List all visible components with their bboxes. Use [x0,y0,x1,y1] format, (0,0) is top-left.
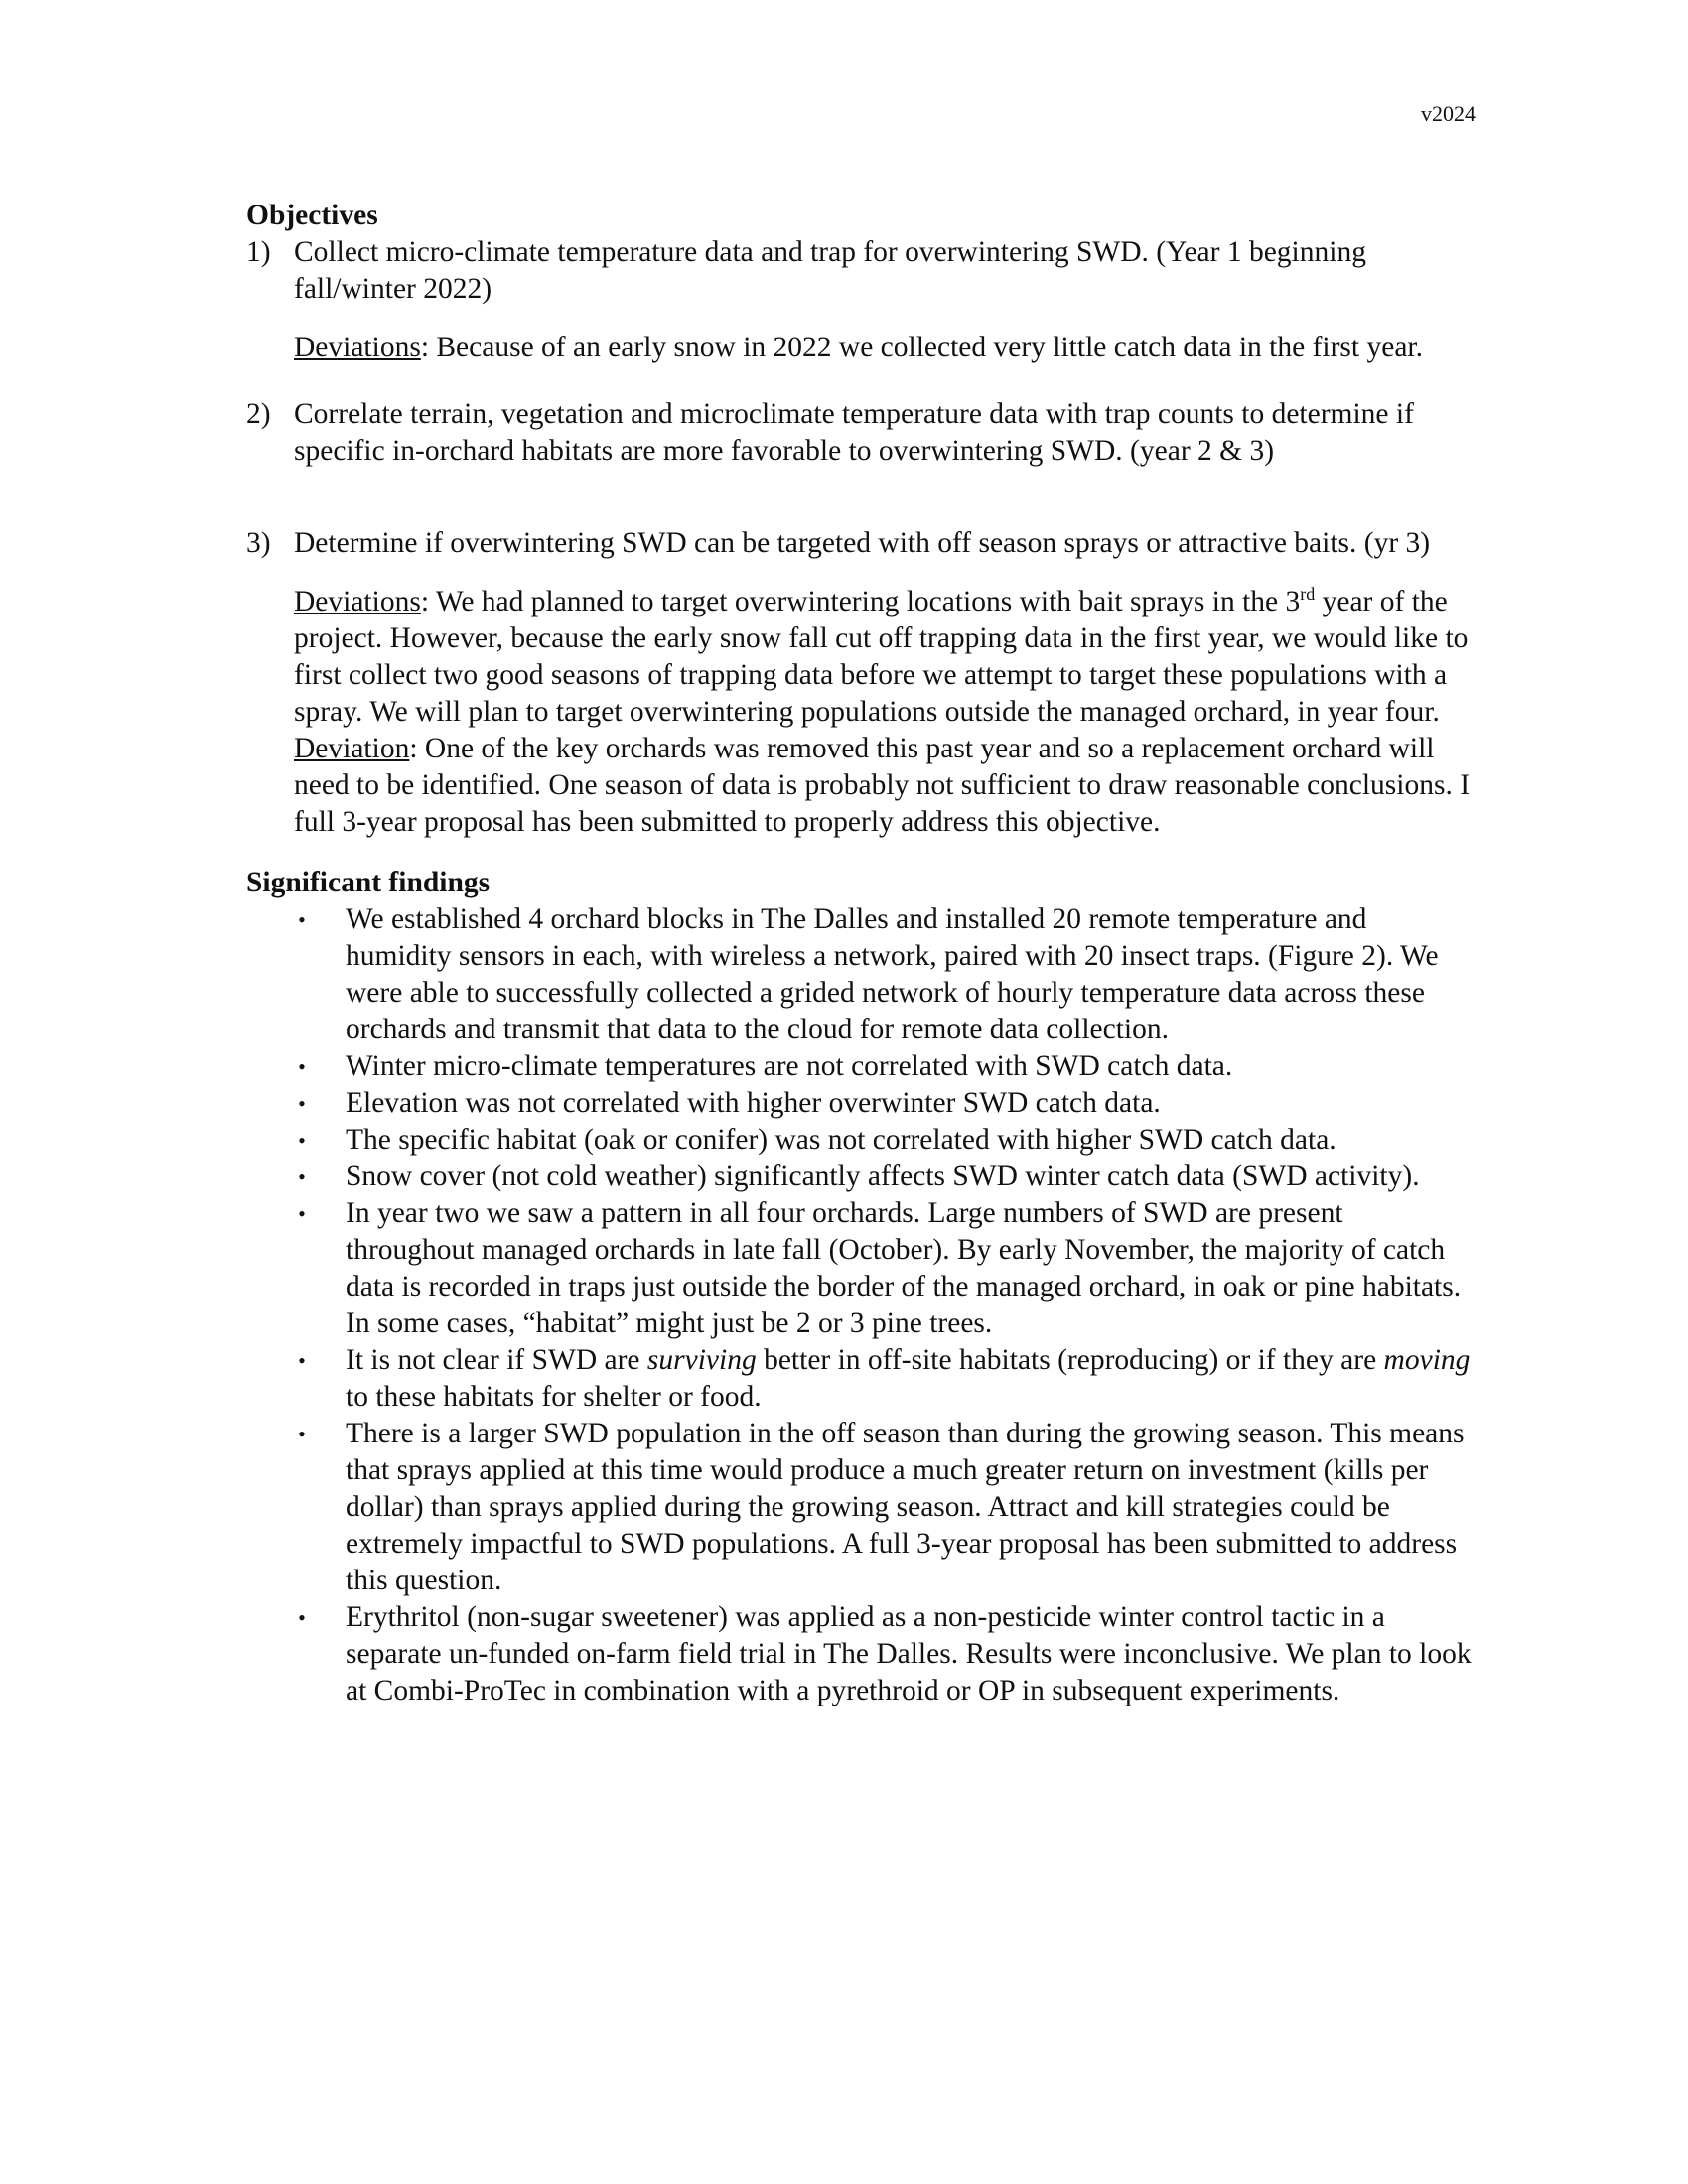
finding-text: The specific habitat (oak or conifer) was not correlated with higher SWD catch data. [346,1124,1336,1156]
deviation-label: Deviations [294,332,421,363]
finding-text: Erythritol (non-sugar sweetener) was applied as a non-pesticide winter control tactic in a separate un-funded on-farm field trial in The Dalles. Results were inconclusive. We plan to look at Combi-ProTec in combination with a pyrethroid or OP in subsequent experiments. [346,1601,1472,1706]
finding-item [246,1085,1477,1122]
objective-number: 3) [246,527,271,559]
objective-1 [246,234,1477,308]
finding-item [246,1416,1477,1599]
objective-1-deviation [294,330,1477,366]
objective-3-deviation-2 [294,731,1477,841]
finding-item [246,1195,1477,1342]
finding-text: Snow cover (not cold weather) significantly affects SWD winter catch data (SWD activity). [346,1160,1420,1192]
text-run: It is not clear if SWD are [346,1344,647,1376]
finding-text [346,1342,1477,1416]
deviation-text: : One of the key orchards was removed this past year and so a replacement orchard will need to be identified. One season of data is probably not sufficient to draw reasonable conclusions. I full 3-year proposal has been submitted to properly address this objective. [294,733,1471,838]
objective-3-deviation-1 [294,584,1477,731]
objective-text: Collect micro-climate temperature data and trap for overwintering SWD. (Year 1 beginning fall/winter 2022) [294,236,1366,305]
bullet-icon: • [298,1128,306,1153]
objective-text: Correlate terrain, vegetation and microclimate temperature data with trap counts to determine if specific in-orchard habitats are more favorable to overwintering SWD. (year 2 & 3) [294,398,1414,467]
finding-item [246,901,1477,1048]
bullet-icon: • [298,1605,306,1630]
deviation-text: : We had planned to target overwintering locations with bait sprays in the 3 [420,586,1301,617]
finding-item [246,1342,1477,1416]
finding-text: We established 4 orchard blocks in The Dalles and installed 20 remote temperature and humidity sensors in each, with wireless a network, paired with 20 insect traps. (Figure 2). We were able to successfully collected a grided network of hourly temperature data across these orchards and transmit that data to the cloud for remote data collection. [346,903,1439,1045]
bullet-icon: • [298,1054,306,1079]
objective-text: Determine if overwintering SWD can be targeted with off season sprays or attractive baits. (yr 3) [294,527,1431,559]
ordinal-suffix: rd [1300,584,1316,605]
finding-text: In year two we saw a pattern in all four orchards. Large numbers of SWD are present throughout managed orchards in late fall (October). By early November, the majority of catch data is recorded in traps just outside the border of the managed orchard, in oak or pine habitats. In some cases, “habitat” might just be 2 or 3 pine trees. [346,1197,1462,1339]
findings-heading: Significant findings [246,867,491,898]
objective-3 [246,525,1477,562]
finding-text: Winter micro-climate temperatures are not correlated with SWD catch data. [346,1050,1233,1082]
objectives-heading: Objectives [246,200,378,231]
objective-2 [246,396,1477,470]
finding-text: There is a larger SWD population in the off season than during the growing season. This means that sprays applied at this time would produce a much greater return on investment (kills per dollar) than sprays applied during the growing season. Attract and kill strategies could be extremely impactful to SWD populations. A full 3-year proposal has been submitted to address this question. [346,1418,1465,1596]
emphasis-surviving: surviving [646,1344,757,1376]
emphasis-moving: moving [1383,1344,1471,1376]
document-body [246,198,1477,1709]
finding-item [246,1159,1477,1195]
bullet-icon: • [298,1091,306,1116]
bullet-icon: • [298,1164,306,1189]
objective-number: 1) [246,236,271,268]
finding-item [246,1122,1477,1159]
finding-text: Elevation was not correlated with higher overwinter SWD catch data. [346,1087,1161,1119]
finding-item [246,1599,1477,1709]
finding-item [246,1048,1477,1085]
bullet-icon: • [298,1201,306,1226]
deviation-text-cont: year of the project. However, because the early snow fall cut off trapping data in the first year, we would like to first collect two good seasons of trapping data before we attempt to target these populations with a spray. We will plan to target overwintering populations outside the managed orchard, in year four. [294,586,1469,728]
deviation-text: : Because of an early snow in 2022 we collected very little catch data in the first year. [420,332,1423,363]
bullet-icon: • [298,1348,306,1373]
objective-number: 2) [246,398,271,430]
deviation-label: Deviation [294,733,410,764]
version-label: v2024 [1421,101,1476,126]
text-run: to these habitats for shelter or food. [346,1381,762,1413]
bullet-icon: • [298,1422,306,1446]
bullet-icon: • [298,907,306,932]
findings-list [246,901,1477,1709]
text-run: better in off-site habitats (reproducing) or if they are [756,1344,1384,1376]
deviation-label: Deviations [294,586,421,617]
